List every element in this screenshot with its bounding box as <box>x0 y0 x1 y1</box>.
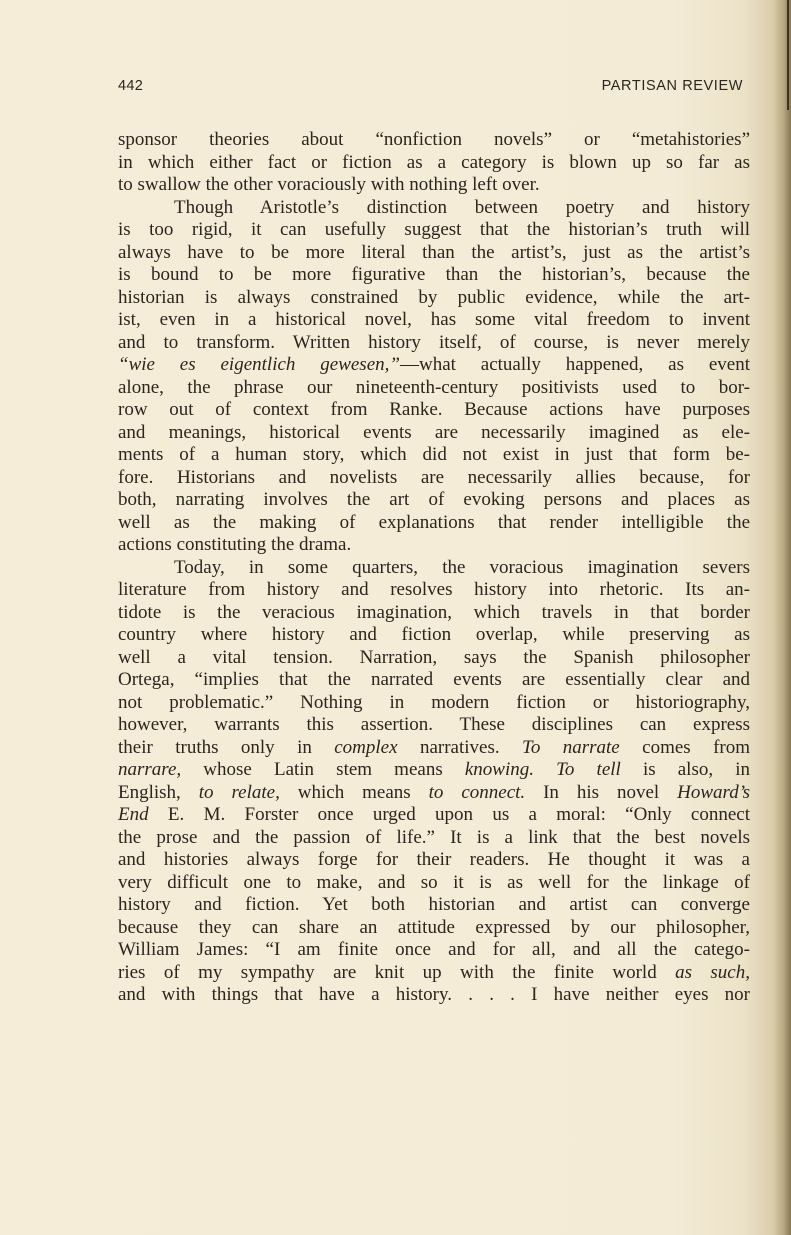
text-segment: is too rigid, it can usefully suggest that the historian’s truth will <box>118 219 750 240</box>
text-line <box>118 804 750 827</box>
text-segment: comes from <box>619 736 750 758</box>
text-line <box>118 264 750 287</box>
italic-text: narrare, <box>118 759 182 780</box>
text-line <box>118 872 750 895</box>
text-segment: ments of a human story, which did not exist in just that form be- <box>118 444 750 465</box>
text-line <box>118 602 750 625</box>
text-segment: historian is always constrained by public evidence, while the art- <box>118 286 750 308</box>
text-line <box>118 534 750 557</box>
text-segment: and histories always forge for their readers. He thought it was a <box>118 849 750 870</box>
text-segment: and meanings, historical events are necessarily imagined as ele- <box>118 421 750 443</box>
page-header <box>118 78 743 98</box>
text-segment: William James: “I am finite once and for all, and all the catego- <box>118 939 750 960</box>
page-edge-shadow <box>773 0 791 1235</box>
text-line <box>118 242 750 265</box>
text-segment: Today, in some quarters, the voracious imagination severs <box>174 556 750 578</box>
text-segment: ist, even in a historical novel, has some vital freedom to invent <box>118 309 750 330</box>
text-segment: country where history and fiction overlap, while preserving as <box>118 624 750 645</box>
text-segment: both, narrating involves the art of evoking persons and places as <box>118 489 750 510</box>
text-segment: E. M. Forster once urged upon us a moral: “Only connect <box>148 804 750 825</box>
italic-text: “wie es eigentlich gewesen,” <box>118 354 400 375</box>
text-segment: row out of context from Ranke. Because actions have purposes <box>118 399 750 420</box>
text-line <box>118 287 750 310</box>
text-segment: sponsor theories about “nonfiction novels” or “metahistories” <box>118 129 750 150</box>
text-segment: history and fiction. Yet both historian and artist can converge <box>118 894 750 915</box>
text-line <box>118 399 750 422</box>
italic-text: knowing. <box>464 759 534 780</box>
page-edge-line <box>787 0 789 110</box>
text-segment: very difficult one to make, and so it is as well for the linkage of <box>118 871 750 893</box>
running-head: PARTISAN REVIEW <box>601 78 743 94</box>
text-line <box>118 669 750 692</box>
text-line <box>118 962 750 985</box>
text-line <box>118 917 750 940</box>
text-segment: always have to be more literal than the artist’s, just as the artist’s <box>118 241 750 263</box>
text-line <box>118 647 750 670</box>
text-line <box>118 714 750 737</box>
text-line <box>118 827 750 850</box>
text-segment: to swallow the other voraciously with nothing left over. <box>118 174 540 195</box>
text-line <box>118 782 750 805</box>
text-line <box>118 377 750 400</box>
text-line <box>118 422 750 445</box>
italic-text: To narrate <box>522 736 620 758</box>
text-segment: English, <box>118 781 199 803</box>
text-line <box>118 444 750 467</box>
text-segment: not problematic.” Nothing in modern fiction or historiography, <box>118 691 750 713</box>
text-segment: Though Aristotle’s distinction between poetry and history <box>174 196 750 218</box>
text-segment: alone, the phrase our nineteenth-century positivists used to bor- <box>118 376 750 398</box>
text-line <box>118 557 750 580</box>
text-line <box>118 354 750 377</box>
text-segment: in which either fact or fiction as a category is blown up so far as <box>118 151 750 173</box>
text-line <box>118 512 750 535</box>
italic-text: to connect. <box>428 781 526 803</box>
text-segment: and to transform. Written history itself, of course, is never merely <box>118 331 750 353</box>
italic-text: End <box>118 804 149 825</box>
text-segment <box>534 759 556 780</box>
text-segment: because they can share an attitude expressed by our philosopher, <box>118 916 750 938</box>
text-line <box>118 759 750 782</box>
italic-text: to relate, <box>198 781 280 803</box>
text-line <box>118 489 750 512</box>
italic-text: To tell <box>556 759 621 780</box>
body-text <box>118 129 750 1007</box>
text-segment: the prose and the passion of life.” It is a link that the best novels <box>118 826 750 848</box>
text-segment: literature from history and resolves history into rhetoric. Its an- <box>118 579 750 600</box>
text-segment: and with things that have a history. . . . I have neither eyes nor <box>118 984 750 1005</box>
text-line <box>118 197 750 220</box>
text-segment: however, warrants this assertion. These disciplines can express <box>118 714 750 735</box>
text-segment: —what actually happened, as event <box>399 354 750 375</box>
italic-text: as such, <box>675 961 750 983</box>
text-line <box>118 219 750 242</box>
text-line <box>118 467 750 490</box>
text-segment: tidote is the veracious imagination, which travels in that border <box>118 601 750 623</box>
text-segment: fore. Historians and novelists are necessarily allies because, for <box>118 466 750 488</box>
text-line <box>118 174 750 197</box>
text-segment: Ortega, “implies that the narrated events are essentially clear and <box>118 669 750 690</box>
text-segment: their truths only in <box>118 736 335 758</box>
text-segment: is bound to be more figurative than the historian’s, because the <box>118 264 750 285</box>
text-line <box>118 579 750 602</box>
italic-text: Howard’s <box>677 781 750 803</box>
text-line <box>118 692 750 715</box>
text-segment: well a vital tension. Narration, says the Spanish philosopher <box>118 646 750 668</box>
text-line <box>118 152 750 175</box>
text-segment: ries of my sympathy are knit up with the finite world <box>118 961 676 983</box>
text-segment: In his novel <box>525 781 678 803</box>
text-line <box>118 894 750 917</box>
text-line <box>118 332 750 355</box>
text-line <box>118 849 750 872</box>
text-segment: well as the making of explanations that render intelligible the <box>118 511 750 533</box>
text-line <box>118 984 750 1007</box>
text-segment: is also, in <box>620 759 750 780</box>
text-segment: which means <box>279 781 429 803</box>
text-segment: narratives. <box>397 736 523 758</box>
page-number: 442 <box>118 78 144 94</box>
text-line <box>118 737 750 760</box>
text-segment: whose Latin stem means <box>181 759 465 780</box>
italic-text: complex <box>334 736 398 758</box>
text-line <box>118 939 750 962</box>
text-segment: actions constituting the drama. <box>118 534 352 555</box>
text-line <box>118 624 750 647</box>
text-line <box>118 129 750 152</box>
text-line <box>118 309 750 332</box>
